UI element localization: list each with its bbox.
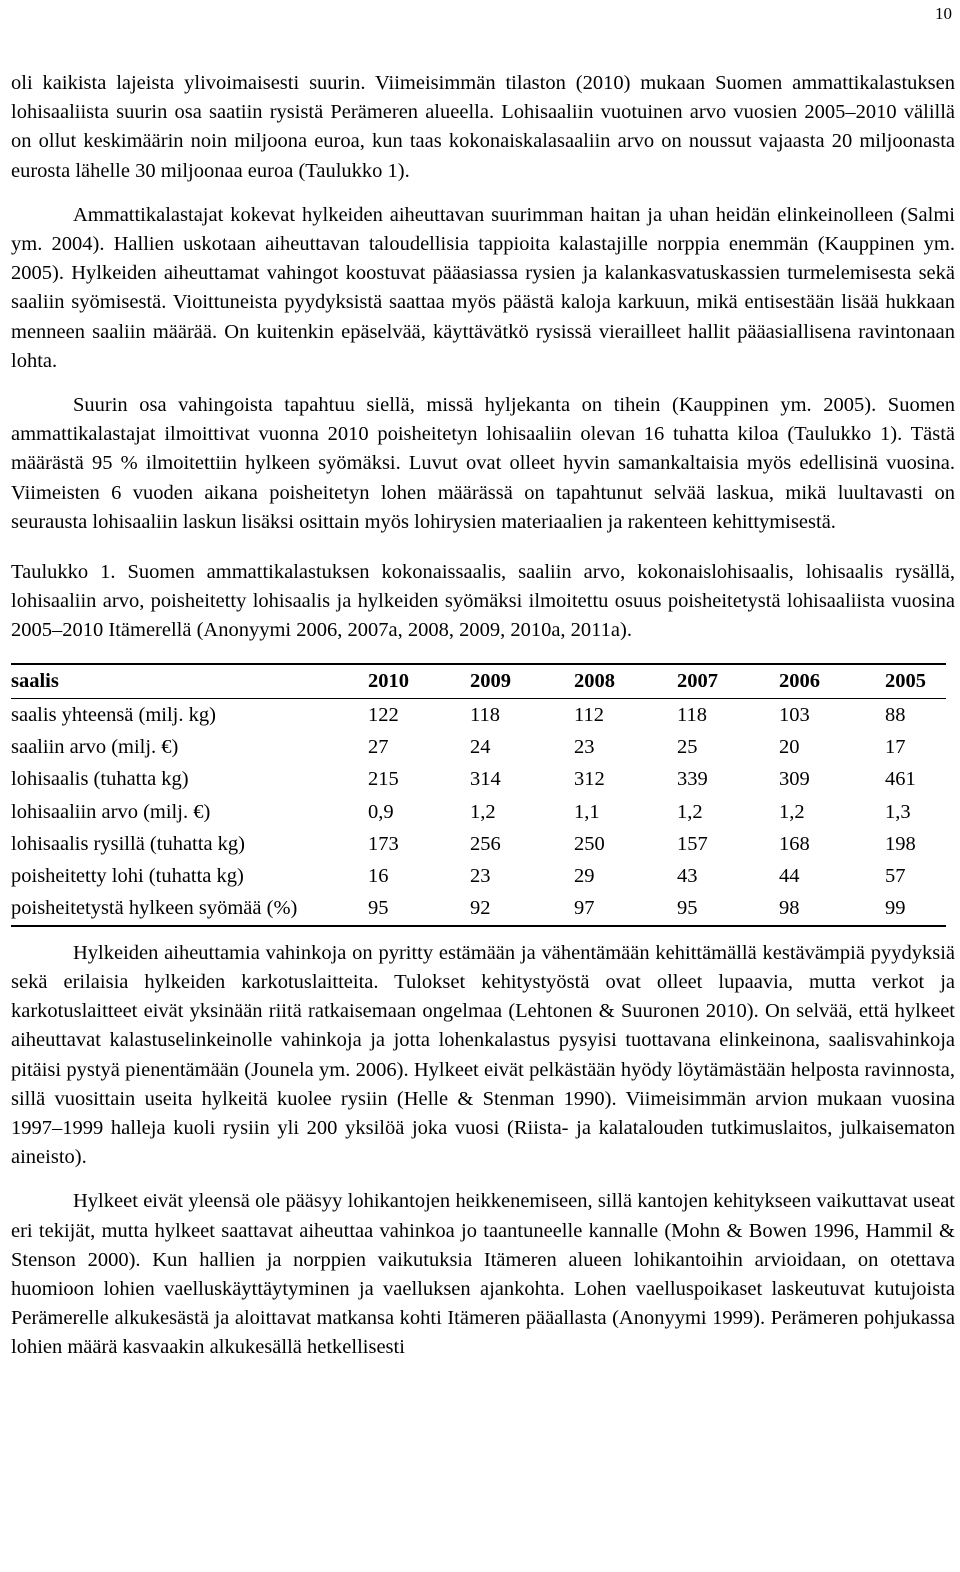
table-cell: 103 bbox=[779, 703, 810, 726]
table-cell: 1,2 bbox=[677, 800, 703, 823]
paragraph-4: Hylkeiden aiheuttamia vahinkoja on pyritty estämään ja vähentämään kehittämällä kestävämpiä pyydyksiä sekä erilaisia hylkeiden karkotuslaitteita. Tulokset kehitystyöstä ovat olleet lupaavia, mutta verkot ja karkotuslaitteet eivät yksinään riitä ratkaisemaan ongelmaa (Lehtonen & Suuronen 2010). On selvää, että hylkeet aiheuttavat kalastuselinkeinolle vahinkoja ja jotta lohenkalastus pysyisi tuottavana elinkeinona, saalisvahinkoja pitäisi pystyä pienentämään (Jounela ym. 2006). Hylkeet eivät pelkästään hyödy löytämästään helposta ravinnosta, sillä vuosittain useita hylkeitä kuolee rysiin (Helle & Stenman 1990). Viimeisimmän arvion mukaan vuosina 1997–1999 halleja kuoli rysiin yli 200 yksilöä joka vuosi (Riista- ja kalatalouden tutkimuslaitos, julkaisematon aineisto). bbox=[11, 941, 955, 1169]
table-cell: 1,2 bbox=[470, 800, 496, 823]
table-cell: 20 bbox=[779, 735, 800, 758]
table-caption: Taulukko 1. Suomen ammattikalastuksen kokonaissaalis, saaliin arvo, kokonaislohisaalis, lohisaalis rysällä, lohisaaliin arvo, poisheitetty lohisaalis ja hylkeiden syömäksi ilmoitettu osuus poisheitetystä lohisaaliista vuosina 2005–2010 Itämerellä (Anonyymi 2006, 2007a, 2008, 2009, 2010a, 2011a). bbox=[11, 561, 955, 642]
table-cell: 95 bbox=[368, 897, 389, 920]
paragraph-2: Ammattikalastajat kokevat hylkeiden aiheuttavan suurimman haitan ja uhan heidän elinkeinolleen (Salmi ym. 2004). Hallien uskotaan aiheuttavan taloudellisia tappioita kalastajille norppia enemmän (Kauppinen ym. 2005). Hylkeiden aiheuttamat vahingot koostuvat pääasiassa rysien ja kalankasvatuskassien turmelemisesta sekä saaliin syömisestä. Vioittuneista pyydyksistä saattaa myös päästä kaloja karkuun, mikä entisestään lisää hukkaan menneen saaliin määrää. On kuitenkin epäselvää, käyttävätkö rysissä vierailleet hallit pääasiallisena ravintonaan lohta. bbox=[11, 203, 955, 372]
table-row bbox=[11, 763, 946, 795]
row-label: saaliin arvo (milj. €) bbox=[11, 735, 179, 758]
document-body bbox=[11, 69, 955, 1363]
table-cell: 29 bbox=[574, 865, 595, 888]
table-row bbox=[11, 860, 946, 892]
row-label: lohisaalis (tuhatta kg) bbox=[11, 768, 189, 791]
table-cell: 312 bbox=[574, 768, 605, 791]
table-cell: 25 bbox=[677, 735, 698, 758]
table-cell: 256 bbox=[470, 832, 501, 855]
table-cell: 314 bbox=[470, 768, 501, 791]
header-cell: 2008 bbox=[574, 669, 615, 692]
row-label: poisheitetty lohi (tuhatta kg) bbox=[11, 865, 244, 888]
table-cell: 1,3 bbox=[885, 800, 911, 823]
table-cell: 43 bbox=[677, 865, 698, 888]
table-cell: 88 bbox=[885, 703, 906, 726]
table-cell: 24 bbox=[470, 735, 491, 758]
table-cell: 1,1 bbox=[574, 800, 600, 823]
table-cell: 27 bbox=[368, 735, 389, 758]
table-cell: 23 bbox=[574, 735, 595, 758]
table-cell: 157 bbox=[677, 832, 708, 855]
table-cell: 122 bbox=[368, 703, 399, 726]
table-cell: 198 bbox=[885, 832, 916, 855]
table-cell: 118 bbox=[677, 703, 707, 726]
table-cell: 23 bbox=[470, 865, 491, 888]
table-row bbox=[11, 828, 946, 860]
table-cell: 99 bbox=[885, 897, 906, 920]
table-cell: 44 bbox=[779, 865, 800, 888]
paragraph-5: Hylkeet eivät yleensä ole pääsyy lohikantojen heikkenemiseen, sillä kantojen kehitykseen vaikuttavat useat eri tekijät, mutta hylkeet saattavat aiheuttaa vahinkoa jo taantuneelle kannalle (Mohn & Bowen 1996, Hammil & Stenson 2000). Kun hallien ja norppien vaikutuksia Itämeren alueen lohikantoihin arvioidaan, on otettava huomioon lohien vaelluskäyttäytyminen ja vaelluksen ajankohta. Lohen vaelluspoikaset laskeutuvat kutujoista Perämerelle alkukesästä ja aloittavat matkansa kohti Itämeren pääallasta (Anonyymi 1999). Perämeren pohjukassa lohien määrä kasvaakin alkukesällä hetkellisesti bbox=[11, 1190, 955, 1359]
table-cell: 112 bbox=[574, 703, 604, 726]
table-header-row bbox=[11, 664, 946, 699]
row-label: lohisaalis rysillä (tuhatta kg) bbox=[11, 832, 245, 855]
table-cell: 309 bbox=[779, 768, 810, 791]
table-cell: 173 bbox=[368, 832, 399, 855]
header-cell: saalis bbox=[11, 669, 59, 692]
table-row bbox=[11, 892, 946, 925]
table-cell: 95 bbox=[677, 897, 698, 920]
table-cell: 1,2 bbox=[779, 800, 805, 823]
paragraph-1: oli kaikista lajeista ylivoimaisesti suurin. Viimeisimmän tilaston (2010) mukaan Suomen ammattikalastuksen lohisaaliista suurin osa saatiin rysistä Perämeren alueella. Lohisaaliin vuotuinen arvo vuosien 2005–2010 välillä on ollut keskimäärin noin miljoona euroa, kun taas kokonaiskalasaaliin arvo on noussut vajaasta 20 miljoonasta eurosta lähelle 30 miljoonaa euroa (Taulukko 1). bbox=[11, 72, 955, 182]
table-cell: 461 bbox=[885, 768, 916, 791]
table-row bbox=[11, 796, 946, 828]
table-cell: 215 bbox=[368, 768, 399, 791]
header-cell: 2006 bbox=[779, 669, 820, 692]
paragraph-3: Suurin osa vahingoista tapahtuu siellä, missä hyljekanta on tihein (Kauppinen ym. 2005). Suomen ammattikalastajat ilmoittivat vuonna 2010 poisheitetyn lohisaaliin olevan 16 tuhatta kiloa (Taulukko 1). Tästä määrästä 95 % ilmoitettiin hylkeen syömäksi. Luvut ovat olleet hyvin samankaltaisia myös edellisinä vuosina. Viimeisten 6 vuoden aikana poisheitetyn lohen määrässä on tapahtunut selvää laskua, mikä luultavasti on seurausta lohisaaliin laskun lisäksi osittain myös lohirysien materiaalien ja rakenteen kehittymisestä. bbox=[11, 394, 955, 533]
row-label: lohisaaliin arvo (milj. €) bbox=[11, 800, 211, 823]
header-cell: 2005 bbox=[885, 669, 926, 692]
header-cell: 2010 bbox=[368, 669, 409, 692]
row-label: saalis yhteensä (milj. kg) bbox=[11, 703, 216, 726]
table-cell: 92 bbox=[470, 897, 491, 920]
page-number: 10 bbox=[935, 4, 952, 23]
table-cell: 168 bbox=[779, 832, 810, 855]
catch-statistics-table bbox=[11, 663, 946, 927]
table-cell: 57 bbox=[885, 865, 906, 888]
table-cell: 17 bbox=[885, 735, 906, 758]
table-cell: 97 bbox=[574, 897, 595, 920]
row-label: poisheitetystä hylkeen syömää (%) bbox=[11, 897, 298, 920]
table-cell: 16 bbox=[368, 865, 389, 888]
table-row bbox=[11, 698, 946, 731]
table-cell: 118 bbox=[470, 703, 500, 726]
header-cell: 2007 bbox=[677, 669, 718, 692]
table-cell: 250 bbox=[574, 832, 605, 855]
table-cell: 0,9 bbox=[368, 800, 394, 823]
header-cell: 2009 bbox=[470, 669, 511, 692]
table-row bbox=[11, 731, 946, 763]
table-cell: 98 bbox=[779, 897, 800, 920]
table-cell: 339 bbox=[677, 768, 708, 791]
